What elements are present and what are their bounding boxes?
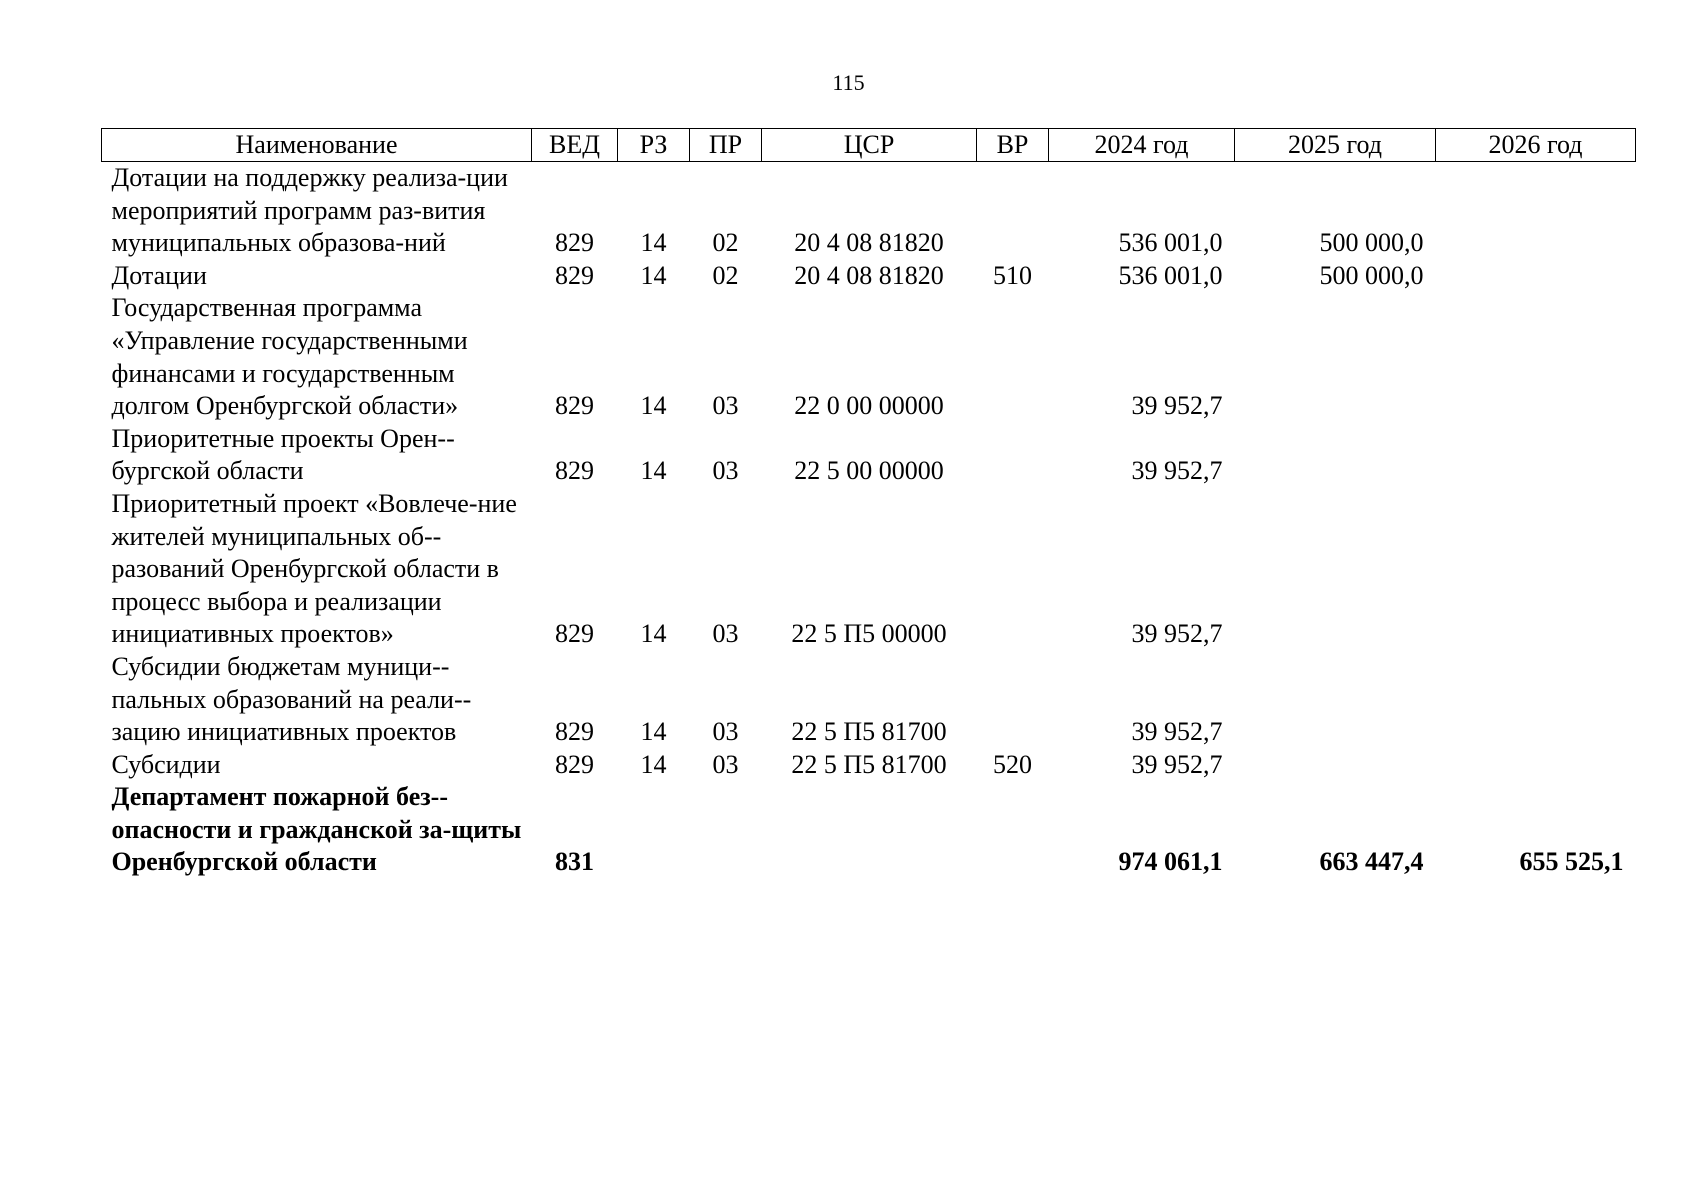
row-2024: 536 001,0	[1118, 260, 1223, 290]
table-row	[102, 162, 1636, 260]
row-vr: 510	[993, 260, 1032, 290]
header-row	[102, 129, 1636, 162]
row-ved: 829	[555, 717, 594, 747]
row-2025	[1235, 423, 1436, 488]
row-pr: 03	[712, 619, 739, 649]
table-row-department	[102, 781, 1636, 879]
row-ved: 831	[555, 847, 594, 877]
row-pr: 03	[712, 456, 739, 486]
row-2026	[1436, 749, 1636, 782]
row-2026: 655 525,1	[1519, 847, 1624, 877]
row-2025	[1235, 749, 1436, 782]
row-ved: 829	[555, 260, 594, 290]
row-rz: 14	[640, 260, 667, 290]
row-2024: 39 952,7	[1131, 391, 1223, 421]
row-vr	[977, 423, 1049, 488]
row-2025: 500 000,0	[1319, 228, 1424, 258]
row-csr: 22 5 00 00000	[794, 456, 944, 486]
row-csr: 22 5 П5 00000	[791, 619, 947, 649]
row-2026	[1436, 651, 1636, 749]
row-2024: 39 952,7	[1131, 717, 1223, 747]
row-ved: 829	[555, 619, 594, 649]
table-row	[102, 651, 1636, 749]
row-rz: 14	[640, 619, 667, 649]
row-rz: 14	[640, 749, 667, 779]
row-rz: 14	[640, 717, 667, 747]
table-row	[102, 423, 1636, 488]
header-2026: 2026 год	[1436, 129, 1636, 162]
row-csr: 22 5 П5 81700	[791, 749, 947, 779]
row-2026	[1436, 292, 1636, 422]
header-ved: ВЕД	[532, 129, 618, 162]
row-name: Приоритетные проекты Орен-бургской области	[111, 423, 455, 486]
row-name: Приоритетный проект «Вовлече-ние жителей муниципальных об-разований Оренбургской области в процесс выбора и реализации инициативных проектов»	[111, 488, 517, 649]
header-2024: 2024 год	[1049, 129, 1235, 162]
row-vr	[977, 292, 1049, 422]
row-pr: 03	[712, 749, 739, 779]
row-ved: 829	[555, 456, 594, 486]
row-rz: 14	[640, 456, 667, 486]
row-name: Субсидии	[111, 749, 221, 779]
table-row	[102, 488, 1636, 651]
table-body	[102, 162, 1636, 880]
row-pr: 02	[712, 228, 739, 258]
row-2025	[1235, 292, 1436, 422]
header-2025: 2025 год	[1235, 129, 1436, 162]
row-2025: 663 447,4	[1319, 847, 1424, 877]
row-pr: 03	[712, 717, 739, 747]
row-pr: 03	[712, 391, 739, 421]
row-vr: 520	[993, 749, 1032, 779]
row-name: Дотации на поддержку реализа-ции мероприятий программ раз-вития муниципальных образова-ний	[111, 163, 508, 258]
row-rz: 14	[640, 228, 667, 258]
row-2025	[1235, 488, 1436, 651]
row-vr	[977, 781, 1049, 879]
table-header	[102, 129, 1636, 162]
budget-table	[101, 128, 1636, 879]
row-rz	[618, 781, 690, 879]
row-2026	[1436, 423, 1636, 488]
row-csr: 22 5 П5 81700	[791, 717, 947, 747]
row-2026	[1436, 162, 1636, 260]
row-name: Дотации	[111, 260, 207, 290]
header-vr: ВР	[977, 129, 1049, 162]
row-pr: 02	[712, 260, 739, 290]
row-ved: 829	[555, 391, 594, 421]
page-number: 115	[832, 70, 865, 95]
row-csr: 20 4 08 81820	[794, 228, 944, 258]
header-rz: РЗ	[618, 129, 690, 162]
row-csr: 20 4 08 81820	[794, 260, 944, 290]
table-row	[102, 260, 1636, 293]
row-2024: 39 952,7	[1131, 749, 1223, 779]
header-pr: ПР	[690, 129, 762, 162]
row-2024: 39 952,7	[1131, 619, 1223, 649]
row-2026	[1436, 488, 1636, 651]
row-2025	[1235, 651, 1436, 749]
row-name: Субсидии бюджетам муници-пальных образований на реали-зацию инициативных проектов	[111, 651, 472, 747]
row-2025: 500 000,0	[1319, 260, 1424, 290]
row-csr	[762, 781, 977, 879]
row-ved: 829	[555, 228, 594, 258]
row-pr	[690, 781, 762, 879]
row-vr	[977, 488, 1049, 651]
row-vr	[977, 651, 1049, 749]
table-row	[102, 292, 1636, 422]
row-rz: 14	[640, 391, 667, 421]
row-name: Департамент пожарной без-опасности и гражданской за-щиты Оренбургской области	[111, 782, 522, 877]
row-ved: 829	[555, 749, 594, 779]
header-csr: ЦСР	[762, 129, 977, 162]
row-2024: 536 001,0	[1118, 228, 1223, 258]
row-vr	[977, 162, 1049, 260]
row-2024: 974 061,1	[1118, 847, 1223, 877]
row-2026	[1436, 260, 1636, 293]
table-row	[102, 749, 1636, 782]
row-name: Государственная программа «Управление государственными финансами и государственным долгом Оренбургской области»	[111, 293, 468, 421]
row-csr: 22 0 00 00000	[794, 391, 944, 421]
row-2024: 39 952,7	[1131, 456, 1223, 486]
header-name: Наименование	[102, 129, 532, 162]
